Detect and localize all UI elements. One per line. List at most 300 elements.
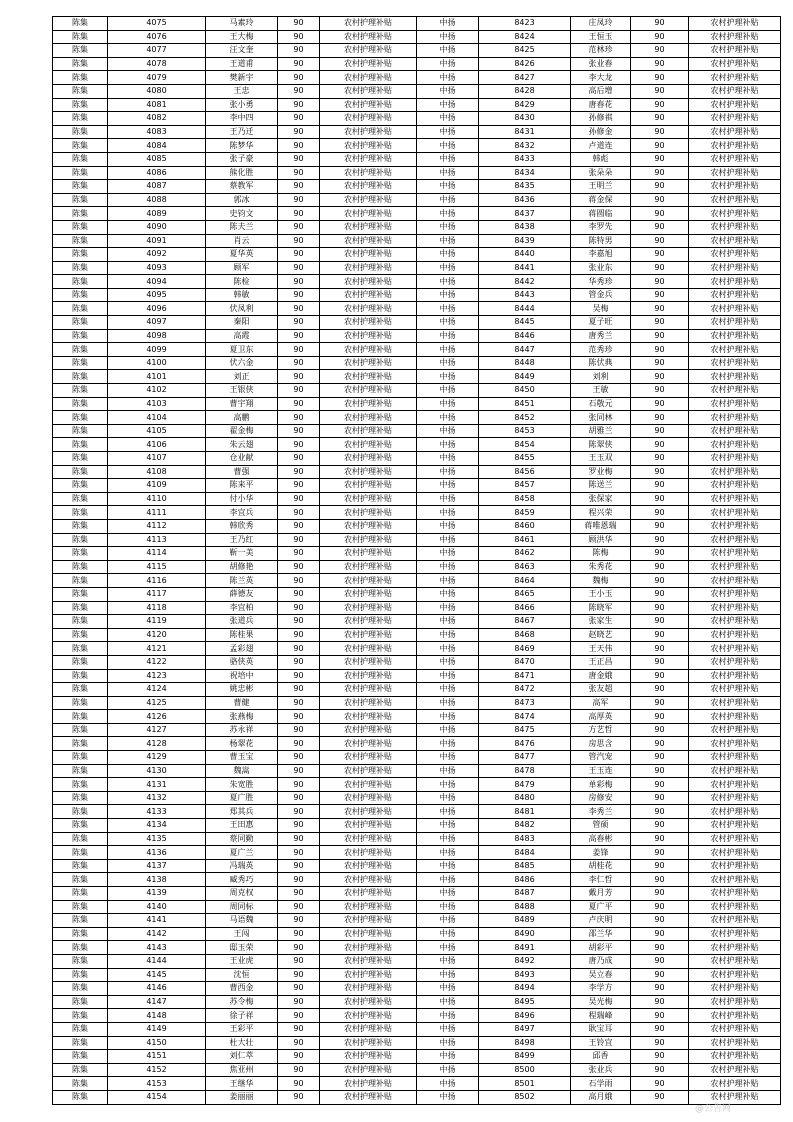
town-cell: 陈集 xyxy=(53,601,108,615)
name-cell: 张同林 xyxy=(571,411,631,425)
category-cell: 农村护理补贴 xyxy=(320,220,417,234)
town-cell: 中扬 xyxy=(417,30,479,44)
town-cell: 中扬 xyxy=(417,302,479,316)
category-cell: 农村护理补贴 xyxy=(689,587,781,601)
category-cell: 农村护理补贴 xyxy=(320,384,417,398)
table-row xyxy=(417,424,781,438)
amount-cell: 90 xyxy=(278,533,320,547)
id-cell: 8462 xyxy=(479,547,571,561)
id-cell: 4101 xyxy=(108,370,206,384)
category-cell: 农村护理补贴 xyxy=(320,859,417,873)
table-row xyxy=(417,615,781,629)
name-cell: 陈夫兰 xyxy=(206,220,278,234)
table-row xyxy=(417,166,781,180)
category-cell: 农村护理补贴 xyxy=(320,601,417,615)
amount-cell: 90 xyxy=(278,1009,320,1023)
amount-cell: 90 xyxy=(631,751,689,765)
id-cell: 4085 xyxy=(108,152,206,166)
category-cell: 农村护理补贴 xyxy=(689,655,781,669)
amount-cell: 90 xyxy=(631,152,689,166)
name-cell: 曹强 xyxy=(206,465,278,479)
amount-cell: 90 xyxy=(631,384,689,398)
town-cell: 中扬 xyxy=(417,492,479,506)
id-cell: 4099 xyxy=(108,343,206,357)
category-cell: 农村护理补贴 xyxy=(689,791,781,805)
id-cell: 8489 xyxy=(479,914,571,928)
id-cell: 8466 xyxy=(479,601,571,615)
name-cell: 李宜兵 xyxy=(206,506,278,520)
id-cell: 4139 xyxy=(108,887,206,901)
table-row xyxy=(53,995,417,1009)
table-row xyxy=(53,1063,417,1077)
table-row xyxy=(53,723,417,737)
name-cell: 王银侠 xyxy=(206,384,278,398)
town-cell: 陈集 xyxy=(53,397,108,411)
name-cell: 陈伏典 xyxy=(571,356,631,370)
table-row xyxy=(417,601,781,615)
name-cell: 胡雅兰 xyxy=(571,424,631,438)
id-cell: 8440 xyxy=(479,248,571,262)
id-cell: 8458 xyxy=(479,492,571,506)
town-cell: 中扬 xyxy=(417,995,479,1009)
table-row xyxy=(417,370,781,384)
table-row xyxy=(53,778,417,792)
id-cell: 4121 xyxy=(108,642,206,656)
table-row xyxy=(417,57,781,71)
table-row xyxy=(417,723,781,737)
town-cell: 中扬 xyxy=(417,887,479,901)
table-row xyxy=(417,887,781,901)
town-cell: 陈集 xyxy=(53,207,108,221)
category-cell: 农村护理补贴 xyxy=(689,615,781,629)
table-row xyxy=(417,506,781,520)
id-cell: 4114 xyxy=(108,547,206,561)
id-cell: 8474 xyxy=(479,710,571,724)
category-cell: 农村护理补贴 xyxy=(689,506,781,520)
category-cell: 农村护理补贴 xyxy=(689,751,781,765)
name-cell: 仓业献 xyxy=(206,452,278,466)
id-cell: 8501 xyxy=(479,1077,571,1091)
name-cell: 石学雨 xyxy=(571,1077,631,1091)
amount-cell: 90 xyxy=(278,737,320,751)
id-cell: 8481 xyxy=(479,805,571,819)
name-cell: 夏广平 xyxy=(571,900,631,914)
name-cell: 焦亚州 xyxy=(206,1063,278,1077)
table-row xyxy=(417,207,781,221)
town-cell: 中扬 xyxy=(417,261,479,275)
id-cell: 8498 xyxy=(479,1036,571,1050)
amount-cell: 90 xyxy=(631,343,689,357)
id-cell: 8495 xyxy=(479,995,571,1009)
name-cell: 郑其兵 xyxy=(206,805,278,819)
id-cell: 8482 xyxy=(479,819,571,833)
name-cell: 王乃迁 xyxy=(206,125,278,139)
amount-cell: 90 xyxy=(631,873,689,887)
name-cell: 石敬元 xyxy=(571,397,631,411)
category-cell: 农村护理补贴 xyxy=(689,764,781,778)
name-cell: 张保家 xyxy=(571,492,631,506)
name-cell: 唐春花 xyxy=(571,98,631,112)
category-cell: 农村护理补贴 xyxy=(689,1063,781,1077)
amount-cell: 90 xyxy=(278,152,320,166)
amount-cell: 90 xyxy=(278,710,320,724)
name-cell: 陈晓军 xyxy=(571,601,631,615)
table-row xyxy=(417,669,781,683)
category-cell: 农村护理补贴 xyxy=(689,846,781,860)
table-row xyxy=(417,1063,781,1077)
amount-cell: 90 xyxy=(631,424,689,438)
table-row xyxy=(53,125,417,139)
table-row xyxy=(53,1022,417,1036)
id-cell: 4075 xyxy=(108,17,206,31)
name-cell: 王敏 xyxy=(571,384,631,398)
amount-cell: 90 xyxy=(278,805,320,819)
table-row xyxy=(417,982,781,996)
id-cell: 8492 xyxy=(479,954,571,968)
category-cell: 农村护理补贴 xyxy=(320,764,417,778)
id-cell: 8470 xyxy=(479,655,571,669)
table-row xyxy=(53,968,417,982)
id-cell: 8493 xyxy=(479,968,571,982)
amount-cell: 90 xyxy=(278,669,320,683)
table-row xyxy=(417,343,781,357)
name-cell: 张业春 xyxy=(571,57,631,71)
category-cell: 农村护理补贴 xyxy=(320,846,417,860)
town-cell: 陈集 xyxy=(53,424,108,438)
table-row xyxy=(417,737,781,751)
town-cell: 陈集 xyxy=(53,778,108,792)
amount-cell: 90 xyxy=(278,615,320,629)
id-cell: 4135 xyxy=(108,832,206,846)
amount-cell: 90 xyxy=(631,125,689,139)
name-cell: 周同标 xyxy=(206,900,278,914)
town-cell: 陈集 xyxy=(53,751,108,765)
town-cell: 陈集 xyxy=(53,560,108,574)
amount-cell: 90 xyxy=(631,587,689,601)
town-cell: 中扬 xyxy=(417,846,479,860)
name-cell: 徐子祥 xyxy=(206,1009,278,1023)
amount-cell: 90 xyxy=(631,506,689,520)
name-cell: 李中四 xyxy=(206,112,278,126)
town-cell: 中扬 xyxy=(417,152,479,166)
id-cell: 4077 xyxy=(108,44,206,58)
town-cell: 陈集 xyxy=(53,1090,108,1104)
table-row xyxy=(417,587,781,601)
town-cell: 中扬 xyxy=(417,479,479,493)
id-cell: 4086 xyxy=(108,166,206,180)
table-row xyxy=(417,220,781,234)
town-cell: 中扬 xyxy=(417,900,479,914)
name-cell: 蒋圆临 xyxy=(571,207,631,221)
category-cell: 农村护理补贴 xyxy=(320,248,417,262)
name-cell: 马素玲 xyxy=(206,17,278,31)
table-row xyxy=(53,941,417,955)
category-cell: 农村护理补贴 xyxy=(689,112,781,126)
name-cell: 王乃红 xyxy=(206,533,278,547)
name-cell: 孟彩翅 xyxy=(206,642,278,656)
name-cell: 曹宇翔 xyxy=(206,397,278,411)
name-cell: 苏令梅 xyxy=(206,995,278,1009)
category-cell: 农村护理补贴 xyxy=(320,166,417,180)
id-cell: 4140 xyxy=(108,900,206,914)
table-row xyxy=(417,832,781,846)
town-cell: 中扬 xyxy=(417,941,479,955)
name-cell: 姜锋 xyxy=(571,846,631,860)
table-row xyxy=(417,642,781,656)
category-cell: 农村护理补贴 xyxy=(689,152,781,166)
id-cell: 8439 xyxy=(479,234,571,248)
amount-cell: 90 xyxy=(631,819,689,833)
town-cell: 中扬 xyxy=(417,519,479,533)
table-row xyxy=(417,234,781,248)
category-cell: 农村护理补贴 xyxy=(320,737,417,751)
table-row xyxy=(417,302,781,316)
table-row xyxy=(417,655,781,669)
town-cell: 中扬 xyxy=(417,982,479,996)
amount-cell: 90 xyxy=(631,710,689,724)
name-cell: 高军 xyxy=(571,696,631,710)
name-cell: 薛德友 xyxy=(206,587,278,601)
id-cell: 4108 xyxy=(108,465,206,479)
town-cell: 陈集 xyxy=(53,1036,108,1050)
amount-cell: 90 xyxy=(631,655,689,669)
category-cell: 农村护理补贴 xyxy=(320,587,417,601)
category-cell: 农村护理补贴 xyxy=(320,615,417,629)
id-cell: 8447 xyxy=(479,343,571,357)
id-cell: 8472 xyxy=(479,683,571,697)
town-cell: 陈集 xyxy=(53,1050,108,1064)
name-cell: 韩彪 xyxy=(571,152,631,166)
table-row xyxy=(53,302,417,316)
amount-cell: 90 xyxy=(631,220,689,234)
name-cell: 王小玉 xyxy=(571,587,631,601)
town-cell: 陈集 xyxy=(53,506,108,520)
amount-cell: 90 xyxy=(278,995,320,1009)
id-cell: 4093 xyxy=(108,261,206,275)
amount-cell: 90 xyxy=(631,642,689,656)
name-cell: 张家生 xyxy=(571,615,631,629)
town-cell: 陈集 xyxy=(53,17,108,31)
name-cell: 陈梅 xyxy=(571,547,631,561)
id-cell: 4127 xyxy=(108,723,206,737)
category-cell: 农村护理补贴 xyxy=(689,832,781,846)
table-row xyxy=(53,587,417,601)
table-row xyxy=(417,1077,781,1091)
amount-cell: 90 xyxy=(278,84,320,98)
amount-cell: 90 xyxy=(631,519,689,533)
amount-cell: 90 xyxy=(278,587,320,601)
town-cell: 陈集 xyxy=(53,805,108,819)
town-cell: 中扬 xyxy=(417,329,479,343)
table-row xyxy=(53,275,417,289)
id-cell: 4109 xyxy=(108,479,206,493)
amount-cell: 90 xyxy=(631,914,689,928)
amount-cell: 90 xyxy=(278,941,320,955)
category-cell: 农村护理补贴 xyxy=(320,44,417,58)
id-cell: 4089 xyxy=(108,207,206,221)
name-cell: 陈检 xyxy=(206,275,278,289)
category-cell: 农村护理补贴 xyxy=(689,84,781,98)
name-cell: 张业东 xyxy=(571,261,631,275)
amount-cell: 90 xyxy=(631,316,689,330)
name-cell: 张道兵 xyxy=(206,615,278,629)
town-cell: 陈集 xyxy=(53,683,108,697)
id-cell: 8455 xyxy=(479,452,571,466)
right-table xyxy=(416,16,781,1105)
table-row xyxy=(417,465,781,479)
table-row xyxy=(53,506,417,520)
category-cell: 农村护理补贴 xyxy=(320,207,417,221)
table-row xyxy=(53,914,417,928)
name-cell: 朱秀花 xyxy=(571,560,631,574)
id-cell: 4144 xyxy=(108,954,206,968)
name-cell: 陈桂果 xyxy=(206,628,278,642)
amount-cell: 90 xyxy=(278,275,320,289)
id-cell: 4092 xyxy=(108,248,206,262)
table-row xyxy=(53,642,417,656)
amount-cell: 90 xyxy=(278,397,320,411)
amount-cell: 90 xyxy=(278,343,320,357)
name-cell: 邱香 xyxy=(571,1050,631,1064)
town-cell: 中扬 xyxy=(417,710,479,724)
category-cell: 农村护理补贴 xyxy=(320,723,417,737)
table-row xyxy=(53,601,417,615)
category-cell: 农村护理补贴 xyxy=(689,479,781,493)
town-cell: 中扬 xyxy=(417,628,479,642)
amount-cell: 90 xyxy=(278,492,320,506)
name-cell: 王正昌 xyxy=(571,655,631,669)
table-row xyxy=(417,710,781,724)
table-row xyxy=(53,411,417,425)
name-cell: 唐乃成 xyxy=(571,954,631,968)
id-cell: 4116 xyxy=(108,574,206,588)
town-cell: 陈集 xyxy=(53,791,108,805)
amount-cell: 90 xyxy=(631,533,689,547)
category-cell: 农村护理补贴 xyxy=(320,125,417,139)
id-cell: 8491 xyxy=(479,941,571,955)
town-cell: 陈集 xyxy=(53,954,108,968)
category-cell: 农村护理补贴 xyxy=(689,954,781,968)
name-cell: 胡桂花 xyxy=(571,859,631,873)
category-cell: 农村护理补贴 xyxy=(689,343,781,357)
table-row xyxy=(417,995,781,1009)
id-cell: 8441 xyxy=(479,261,571,275)
amount-cell: 90 xyxy=(631,574,689,588)
amount-cell: 90 xyxy=(278,696,320,710)
id-cell: 8430 xyxy=(479,112,571,126)
watermark: @公告网 xyxy=(695,1104,732,1114)
id-cell: 8459 xyxy=(479,506,571,520)
id-cell: 4084 xyxy=(108,139,206,153)
amount-cell: 90 xyxy=(278,683,320,697)
name-cell: 韩敏 xyxy=(206,288,278,302)
id-cell: 4078 xyxy=(108,57,206,71)
name-cell: 刘正 xyxy=(206,370,278,384)
amount-cell: 90 xyxy=(278,261,320,275)
id-cell: 4133 xyxy=(108,805,206,819)
id-cell: 4112 xyxy=(108,519,206,533)
amount-cell: 90 xyxy=(278,1036,320,1050)
town-cell: 中扬 xyxy=(417,84,479,98)
category-cell: 农村护理补贴 xyxy=(320,1077,417,1091)
category-cell: 农村护理补贴 xyxy=(689,465,781,479)
town-cell: 陈集 xyxy=(53,914,108,928)
id-cell: 8432 xyxy=(479,139,571,153)
id-cell: 4105 xyxy=(108,424,206,438)
town-cell: 陈集 xyxy=(53,261,108,275)
town-cell: 陈集 xyxy=(53,1077,108,1091)
category-cell: 农村护理补贴 xyxy=(689,696,781,710)
town-cell: 中扬 xyxy=(417,356,479,370)
id-cell: 4103 xyxy=(108,397,206,411)
town-cell: 中扬 xyxy=(417,791,479,805)
id-cell: 4087 xyxy=(108,180,206,194)
category-cell: 农村护理补贴 xyxy=(320,655,417,669)
category-cell: 农村护理补贴 xyxy=(320,57,417,71)
id-cell: 4094 xyxy=(108,275,206,289)
category-cell: 农村护理补贴 xyxy=(689,995,781,1009)
town-cell: 陈集 xyxy=(53,193,108,207)
name-cell: 陈来平 xyxy=(206,479,278,493)
name-cell: 耿宝耳 xyxy=(571,1022,631,1036)
category-cell: 农村护理补贴 xyxy=(689,207,781,221)
table-row xyxy=(417,954,781,968)
town-cell: 中扬 xyxy=(417,1009,479,1023)
town-cell: 陈集 xyxy=(53,479,108,493)
id-cell: 4145 xyxy=(108,968,206,982)
town-cell: 陈集 xyxy=(53,819,108,833)
id-cell: 4081 xyxy=(108,98,206,112)
town-cell: 陈集 xyxy=(53,343,108,357)
name-cell: 卢庆明 xyxy=(571,914,631,928)
table-row xyxy=(417,288,781,302)
category-cell: 农村护理补贴 xyxy=(320,112,417,126)
category-cell: 农村护理补贴 xyxy=(320,791,417,805)
id-cell: 4142 xyxy=(108,927,206,941)
amount-cell: 90 xyxy=(631,275,689,289)
name-cell: 沈恒 xyxy=(206,968,278,982)
category-cell: 农村护理补贴 xyxy=(320,751,417,765)
id-cell: 4128 xyxy=(108,737,206,751)
town-cell: 中扬 xyxy=(417,683,479,697)
category-cell: 农村护理补贴 xyxy=(689,547,781,561)
id-cell: 8469 xyxy=(479,642,571,656)
amount-cell: 90 xyxy=(278,560,320,574)
category-cell: 农村护理补贴 xyxy=(320,465,417,479)
town-cell: 中扬 xyxy=(417,234,479,248)
id-cell: 8433 xyxy=(479,152,571,166)
table-row xyxy=(417,30,781,44)
town-cell: 陈集 xyxy=(53,628,108,642)
category-cell: 农村护理补贴 xyxy=(320,995,417,1009)
town-cell: 陈集 xyxy=(53,696,108,710)
table-row xyxy=(53,112,417,126)
town-cell: 陈集 xyxy=(53,846,108,860)
name-cell: 张业兵 xyxy=(571,1063,631,1077)
table-row xyxy=(417,84,781,98)
table-row xyxy=(53,343,417,357)
id-cell: 4100 xyxy=(108,356,206,370)
category-cell: 农村护理补贴 xyxy=(689,968,781,982)
town-cell: 陈集 xyxy=(53,180,108,194)
id-cell: 4154 xyxy=(108,1090,206,1104)
category-cell: 农村护理补贴 xyxy=(689,982,781,996)
town-cell: 中扬 xyxy=(417,819,479,833)
amount-cell: 90 xyxy=(278,819,320,833)
name-cell: 高月娥 xyxy=(571,1090,631,1104)
table-row xyxy=(53,710,417,724)
name-cell: 吴光梅 xyxy=(571,995,631,1009)
